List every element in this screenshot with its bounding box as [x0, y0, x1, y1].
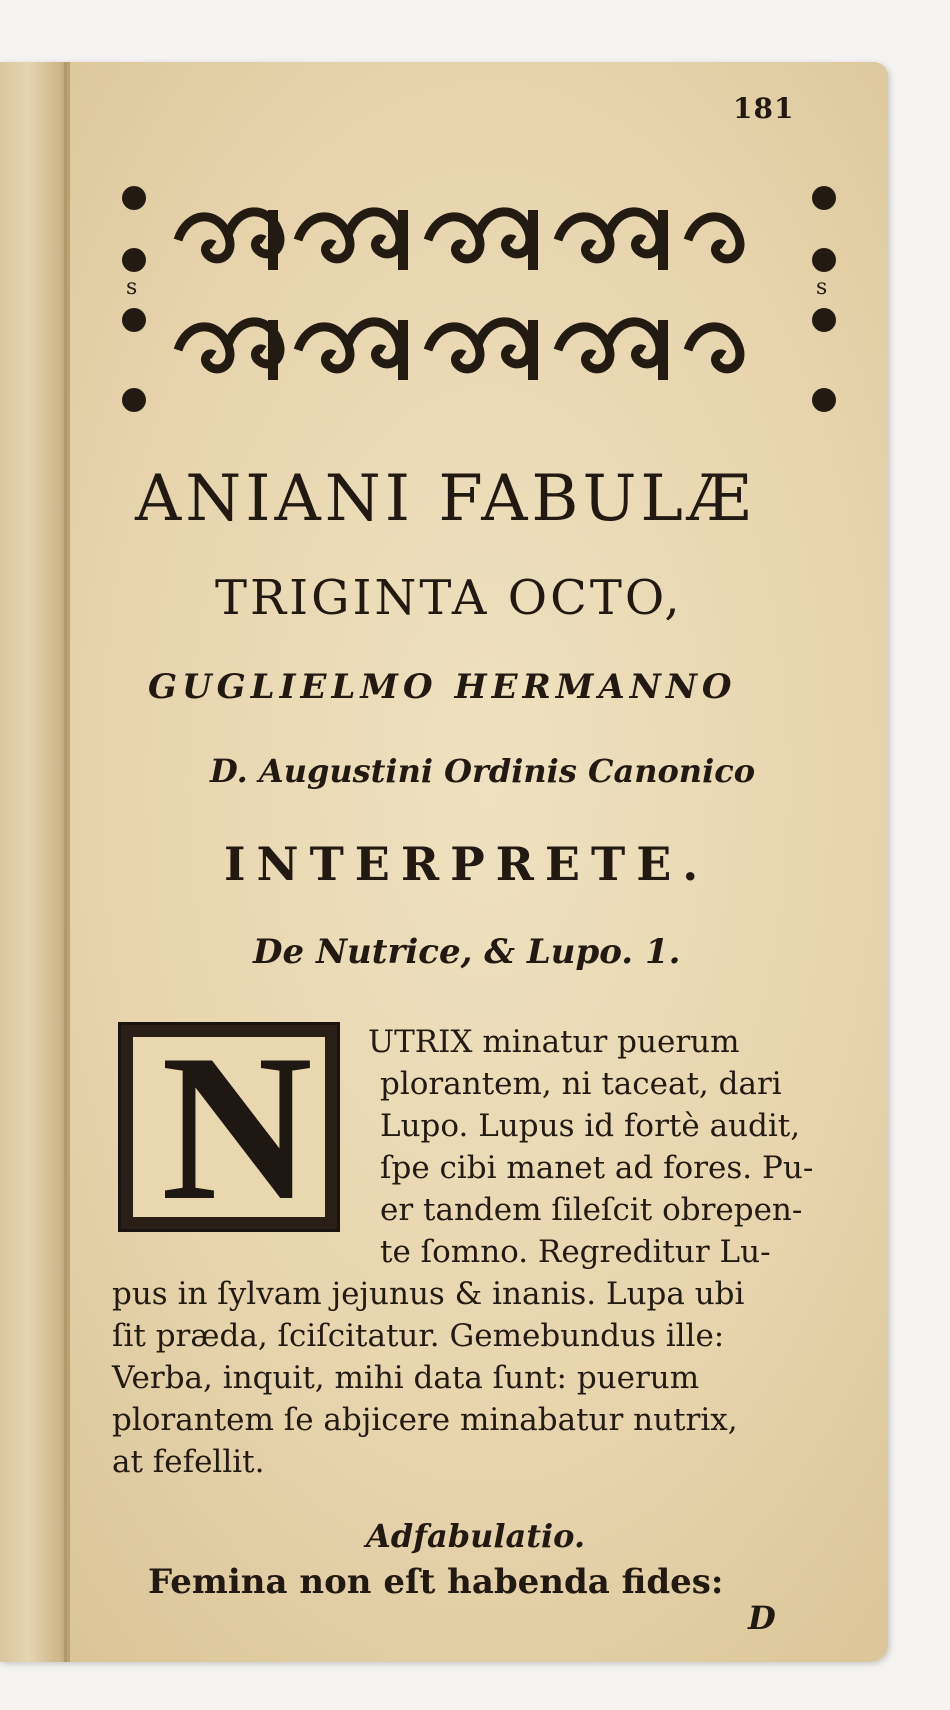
fable-line: Verba, inquit, mihi data ſunt: puerum	[112, 1360, 700, 1396]
fable-line: at fefellit.	[112, 1444, 265, 1480]
drop-cap-letter: N	[161, 1037, 313, 1217]
headpiece-ornament	[118, 170, 844, 440]
fable-line: UTRIX minatur puerum	[368, 1024, 740, 1060]
svg-text:s: s	[816, 275, 828, 300]
fable-line: plorantem, ni taceat, dari	[380, 1066, 782, 1102]
moral-heading: Adfabulatio.	[366, 1517, 586, 1555]
translator-order: D. Augustini Ordinis Canonico	[210, 752, 756, 790]
svg-text:s: s	[126, 275, 138, 300]
page-gutter	[0, 62, 70, 1662]
fable-line: pus in ſylvam jejunus & inanis. Lupa ubi	[112, 1276, 745, 1312]
fable-line: te ſomno. Regreditur Lu-	[380, 1234, 771, 1270]
moral-text: Femina non eſt habenda fides:	[148, 1562, 724, 1602]
gutter-fold	[64, 62, 67, 1662]
fable-line: plorantem ſe abjicere minabatur nutrix,	[112, 1402, 738, 1438]
fable-line: ſpe cibi manet ad fores. Pu-	[380, 1150, 814, 1186]
title-sub: TRIGINTA OCTO,	[215, 570, 683, 626]
fable-line: er tandem ſileſcit obrepen-	[380, 1192, 803, 1228]
fable-heading: De Nutrice, & Lupo. 1.	[253, 932, 681, 972]
title-main: ANIANI FABULÆ	[135, 462, 755, 536]
book-page	[0, 62, 888, 1662]
page-number: 181	[733, 92, 795, 125]
translator-name: GUGLIELMO HERMANNO	[148, 667, 737, 707]
title-role: INTERPRETE.	[224, 837, 710, 891]
fable-line: ſit præda, ſciſcitatur. Gemebundus ille:	[112, 1318, 725, 1354]
fable-line: Lupo. Lupus id fortè audit,	[380, 1108, 801, 1144]
catchword: D	[748, 1599, 776, 1637]
decorated-drop-cap	[118, 1022, 340, 1232]
